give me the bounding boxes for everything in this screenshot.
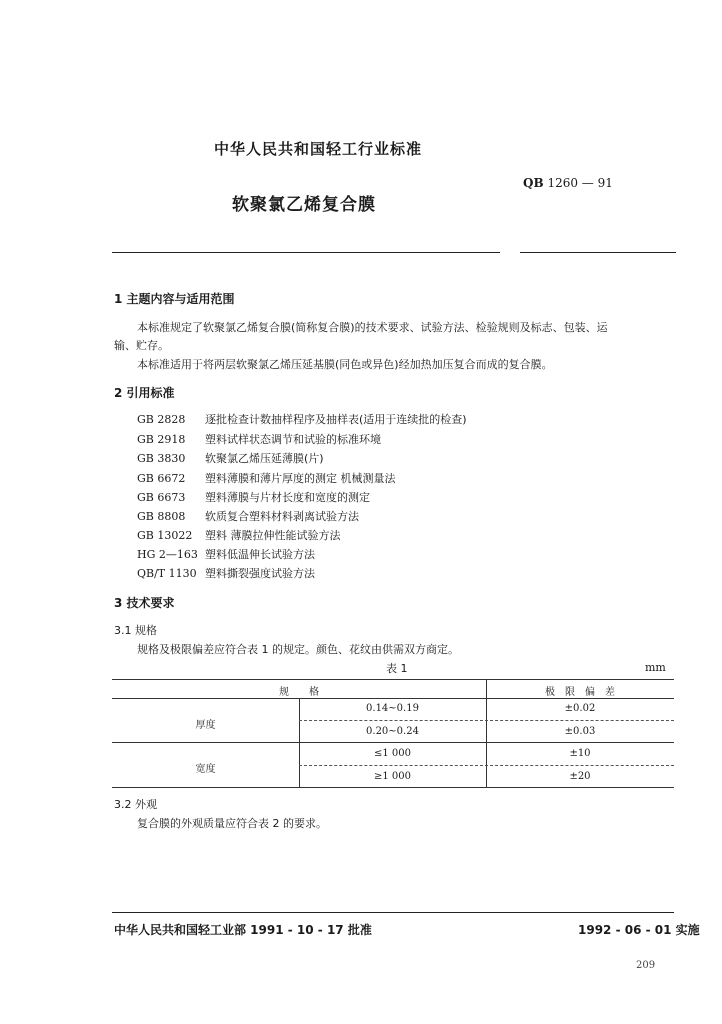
table1-unit: mm — [645, 661, 666, 674]
table1-row-rule — [299, 765, 674, 766]
reference-item: GB 2918 塑料试样状态调节和试验的标准环境 — [137, 433, 381, 446]
standard-code: 1260 — 91 — [547, 176, 613, 190]
table1-cell-tolerance: ±0.03 — [564, 726, 596, 737]
table1-header-rule — [112, 698, 674, 699]
table1-group-rule — [112, 742, 674, 743]
approval-line: 中华人民共和国轻工业部 1991 - 10 - 17 批准 — [114, 923, 372, 937]
page-number: 209 — [636, 960, 656, 971]
table1-header-spec: 规 格 — [279, 687, 319, 698]
section3-heading: 3 技术要求 — [114, 596, 175, 610]
table1-cell-tolerance: ±0.02 — [564, 703, 596, 714]
table1-bottom-rule — [112, 787, 674, 788]
table1-cell-value: 0.20~0.24 — [366, 726, 419, 737]
header-rule-left — [112, 252, 500, 253]
reference-item: GB 6673 塑料薄膜与片材长度和宽度的测定 — [137, 491, 370, 504]
standard-prefix: QB — [523, 176, 544, 190]
table1-group-name: 厚度 — [195, 720, 216, 731]
section1-heading: 1 主题内容与适用范围 — [114, 292, 235, 306]
footer-rule — [112, 912, 674, 913]
section2-heading: 2 引用标准 — [114, 386, 175, 400]
reference-item: HG 2—163 塑料低温伸长试验方法 — [137, 548, 315, 561]
table1-row-rule — [299, 720, 674, 721]
effective-date: 1992 - 06 - 01 实施 — [578, 923, 700, 937]
reference-item: GB 2828 逐批检查计数抽样程序及抽样表(适用于连续批的检查) — [137, 413, 467, 426]
table1-cell-value: 0.14~0.19 — [366, 703, 419, 714]
table1-group-name: 宽度 — [195, 764, 216, 775]
section3-1-heading: 3.1 规格 — [114, 624, 157, 637]
table1-caption: 表 1 — [386, 662, 408, 675]
section1-para1-line1: 本标准规定了软聚氯乙烯复合膜(简称复合膜)的技术要求、试验方法、检验规则及标志、包装、运 — [137, 321, 608, 334]
document-title: 软聚氯乙烯复合膜 — [232, 195, 376, 215]
section3-2-heading: 3.2 外观 — [114, 798, 157, 811]
org-title: 中华人民共和国轻工行业标准 — [214, 140, 423, 158]
reference-item: GB 8808 软质复合塑料材料剥离试验方法 — [137, 510, 359, 523]
table1-cell-value: ≤1 000 — [373, 748, 411, 759]
reference-item: GB 13022 塑料 薄膜拉伸性能试验方法 — [137, 529, 341, 542]
section3-1-text: 规格及极限偏差应符合表 1 的规定。颜色、花纹由供需双方商定。 — [137, 643, 459, 656]
reference-item: GB 6672 塑料薄膜和薄片厚度的测定 机械测量法 — [137, 472, 396, 485]
table1-cell-value: ≥1 000 — [373, 771, 411, 782]
header-rule-right — [520, 252, 676, 253]
reference-item: QB/T 1130 塑料撕裂强度试验方法 — [137, 567, 315, 580]
section3-2-text: 复合膜的外观质量应符合表 2 的要求。 — [137, 817, 327, 830]
table1-cell-tolerance: ±10 — [569, 748, 591, 759]
section1-para1-line2: 输、贮存。 — [114, 339, 169, 352]
standard-number — [523, 176, 613, 190]
table1-header-tolerance: 极 限 偏 差 — [545, 687, 615, 698]
reference-item: GB 3830 软聚氯乙烯压延薄膜(片) — [137, 452, 324, 465]
table1-cell-tolerance: ±20 — [569, 771, 591, 782]
section1-para2: 本标准适用于将两层软聚氯乙烯压延基膜(同色或异色)经加热加压复合而成的复合膜。 — [137, 358, 553, 371]
table1-top-rule — [112, 679, 674, 680]
